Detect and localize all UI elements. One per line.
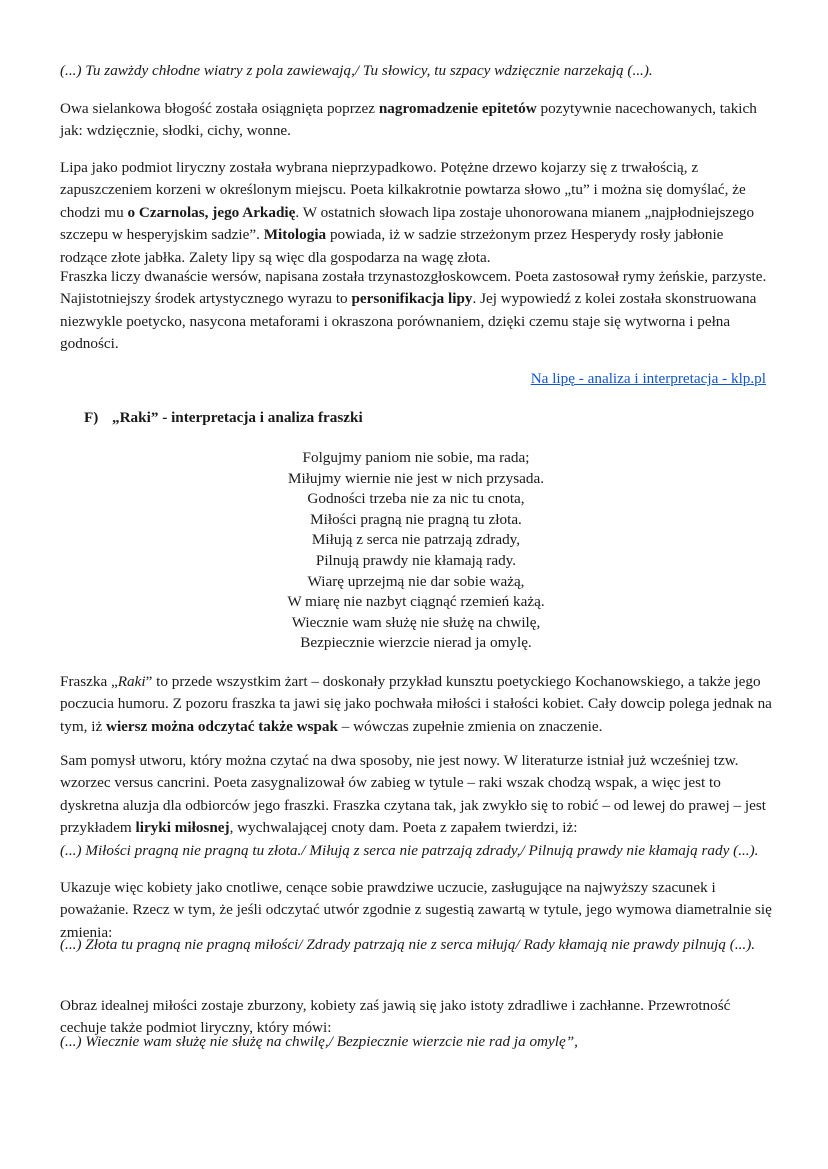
text-run: Fraszka liczy dwanaście wersów, napisana została trzynastozgłoskowcem. Poeta zastosował rymy żeńskie, parzyste. Najistotniejszy środek artystycznego wyrazu to <box>60 268 767 308</box>
text-run: powiada, iż w sadzie strzeżonym przez Hesperydy rosły jabłonie rodzące złote jabłka. Zalety lipy są więc dla gospodarza na wagę złota. <box>60 226 724 266</box>
text-run: Obraz idealnej miłości zostaje zburzony, kobiety zaś jawią się jako istoty zdradliwe i zachłanne. Przewrotność cechuje także podmiot liryczny, który mówi: <box>60 997 731 1037</box>
poem-line: Miłujmy wiernie nie jest w nich przysada. <box>287 469 544 487</box>
quote-backward: (...) Złota tu pragną nie pragną miłości/ Zdrady patrzają nie z serca miłują/ Rady kłamają nie prawdy pilnują (...). <box>60 936 756 953</box>
poem-line: Miłości pragną nie pragną tu złota. <box>310 510 522 528</box>
bold-run: liryki miłosnej <box>135 819 230 837</box>
poem-line: Wiecznie wam służę nie służę na chwilę, <box>291 613 541 631</box>
bold-run: o Czarnolas, jego Arkadię <box>127 203 296 221</box>
bold-run: wiersz można odczytać także wspak <box>105 717 338 735</box>
paragraph-lipa-subject <box>60 157 772 269</box>
italic-run: Raki <box>117 673 146 690</box>
paragraph-raki-joke <box>60 671 772 738</box>
text-run: ” to przede wszystkim żart – doskonały przykład kunsztu poetyckiego Kochanowskiego, a także jego poczucia humoru. Z pozoru fraszka ta jawi się jako pochwała miłości i stałości kobiet. Cały dowcip polega jednak na tym, iż <box>60 673 772 735</box>
text-run: Fraszka „ <box>60 673 118 690</box>
poem-line: Godności trzeba nie za nic tu cnota, <box>307 490 525 508</box>
bold-run: nagromadzenie epitetów <box>378 100 537 117</box>
text-run: pozytywnie nacechowanych, takich jak: wdzięcznie, słodki, cichy, wonne. <box>60 100 757 140</box>
paragraph-epithets <box>60 98 772 143</box>
source-link[interactable]: Na lipę - analiza i interpretacja - klp.pl <box>530 370 766 387</box>
lipa-quote: (...) Tu zawżdy chłodne wiatry z pola zawiewają,/ Tu słowicy, tu szpacy wdzięcznie narzekają (...). <box>60 62 653 79</box>
poem-line: Pilnują prawdy nie kłamają rady. <box>315 551 517 569</box>
text-run: Owa sielankowa błogość została osiągnięta poprzez <box>60 100 379 117</box>
paragraph-lipa-form <box>60 266 772 356</box>
poem-line: W miarę nie nazbyt ciągnąć rzemień każą. <box>287 593 545 611</box>
section-heading-raki <box>84 407 363 429</box>
text-run: Ukazuje więc kobiety jako cnotliwe, cenące sobie prawdziwe uczucie, zasługujące na najwyższy szacunek i poważanie. Rzecz w tym, że jeśli odczytać utwór zgodnie z sugestią zawartą w tytule, jego wymowa diametralnie się zmienia: <box>60 879 772 941</box>
text-run: – wówczas zupełnie zmienia on znaczenie. <box>337 717 603 735</box>
heading-text: „Raki” - interpretacja i analiza fraszki <box>112 409 363 426</box>
heading-letter: F) <box>84 409 99 426</box>
text-run: Sam pomysł utworu, który można czytać na dwa sposoby, nie jest nowy. W literaturze istniał już wcześniej tzw. wzorzec versus cancrini. Poeta zasygnalizował ów zabieg w tytule – raki wszak chodzą wspak, a więc jest to dyskretna aluzja dla odbiorców jego fraszki. Fraszka czytana tak, jak zwykło się to robić – od lewej do prawej – jest przykładem <box>60 752 766 837</box>
paragraph-versus-cancrini <box>60 750 772 840</box>
poem-line: Bezpiecznie wierzcie nierad ja omylę. <box>300 634 532 652</box>
quote-forward: (...) Miłości pragną nie pragną tu złota./ Miłują z serca nie patrzają zdrady,/ Pilnują prawdy nie kłamają rady (...). <box>60 842 759 859</box>
poem-raki <box>60 448 772 654</box>
text-run: , wychwalającej cnoty dam. Poeta z zapałem twierdzi, iż: <box>229 819 578 837</box>
bold-run: personifikacja lipy <box>351 290 473 308</box>
poem-line: Miłują z serca nie patrzają zdrady, <box>311 531 521 549</box>
bold-run: Mitologia <box>263 226 327 244</box>
quote-final: (...) Wiecznie wam służę nie służę na chwilę,/ Bezpiecznie wierzcie nie rad ja omylę”, <box>60 1033 578 1050</box>
text-run: . Jej wypowiedź z kolei została skonstruowana niezwykle poetycko, nasycona metaforami i okraszona porównaniem, dzięki czemu staje się wytworna i pełna godności. <box>60 290 757 353</box>
text-run: Lipa jako podmiot liryczny została wybrana nieprzypadkowo. Potężne drzewo kojarzy się z trwałością, z zapuszczeniem korzeni w określonym miejscu. Poeta kilkakrotnie powtarza słowo „tu” i można się domyślać, że chodzi mu <box>60 159 746 221</box>
text-run: . W ostatnich słowach lipa zostaje uhonorowana mianem „najpłodniejszego szczepu w hesperyjskim sadzie”. <box>60 203 755 244</box>
poem-line: Folgujmy paniom nie sobie, ma rada; <box>302 449 530 466</box>
poem-line: Wiarę uprzejmą nie dar sobie ważą, <box>307 572 525 590</box>
